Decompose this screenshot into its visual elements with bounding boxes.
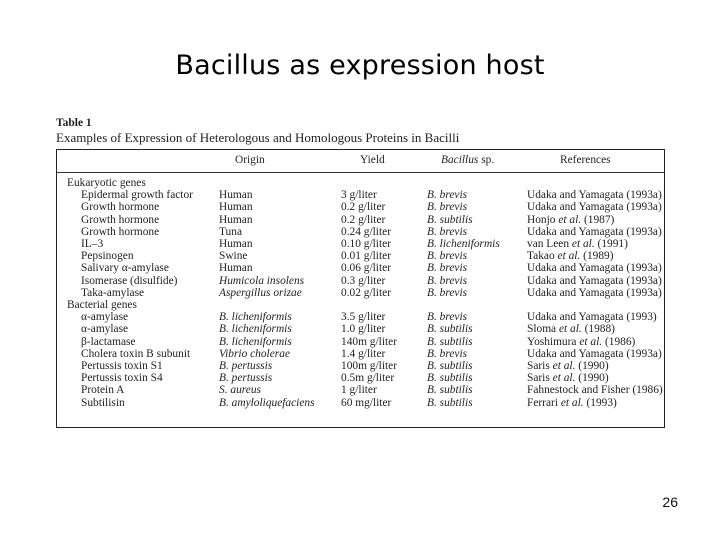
reference-et-al: et al. [552, 360, 576, 372]
origin-cell: B. licheniformis [219, 323, 292, 336]
data-table [56, 149, 665, 428]
host-cell: B. brevis [427, 250, 468, 263]
reference-author: Udaka and Yamagata (1993a) [527, 225, 662, 238]
group-header-row [57, 299, 664, 311]
table-row [57, 201, 664, 213]
reference-author: Saris [527, 360, 553, 372]
table-row [57, 275, 664, 287]
reference-cell [527, 201, 662, 213]
yield-cell: 3.5 g/liter [341, 311, 386, 324]
origin-cell: Human [219, 189, 253, 202]
table-caption [56, 117, 459, 146]
gene-cell: Subtilisin [81, 396, 125, 409]
origin-cell: B. licheniformis [219, 311, 292, 324]
reference-author: Udaka and Yamagata (1993a) [527, 286, 662, 299]
table-row [57, 336, 664, 348]
yield-cell: 1.4 g/liter [341, 347, 386, 360]
table-row [57, 372, 664, 384]
reference-year: (1990) [575, 360, 609, 372]
gene-cell: Cholera toxin B subunit [81, 347, 191, 360]
reference-cell [527, 372, 609, 384]
reference-cell [527, 336, 635, 348]
host-cell: B. subtilis [427, 396, 473, 409]
gene-cell: Salivary α-amylase [81, 262, 169, 275]
reference-author: Udaka and Yamagata (1993a) [527, 201, 662, 214]
gene-cell: Taka-amylase [81, 286, 145, 299]
origin-cell: Human [219, 238, 253, 250]
reference-et-al: et al. [557, 250, 581, 263]
origin-cell: Human [219, 201, 253, 214]
yield-cell: 3 g/liter [341, 189, 377, 202]
yield-cell: 0.02 g/liter [341, 286, 391, 299]
table-label: Table 1 [56, 117, 92, 129]
reference-cell [527, 250, 614, 262]
reference-cell [527, 384, 663, 396]
reference-et-al: et al. [558, 213, 582, 226]
origin-cell: Vibrio cholerae [219, 347, 290, 360]
reference-year: (1990) [575, 372, 609, 385]
host-cell: B. subtilis [427, 213, 473, 226]
gene-cell: β-lactamase [81, 335, 136, 348]
reference-year: (1993) [583, 396, 617, 409]
origin-cell: B. pertussis [219, 360, 273, 372]
origin-cell: Human [219, 213, 253, 226]
table-row [57, 262, 664, 274]
reference-et-al: et al. [558, 323, 582, 336]
table-row [57, 311, 664, 323]
gene-cell: IL–3 [81, 238, 104, 250]
reference-author: Takao [527, 250, 558, 263]
origin-cell: Swine [219, 250, 248, 263]
yield-cell: 0.06 g/liter [341, 262, 391, 275]
origin-cell: B. licheniformis [219, 335, 292, 348]
gene-cell: Protein A [81, 384, 125, 397]
reference-cell [527, 226, 662, 238]
reference-author: Saris [527, 372, 553, 385]
yield-cell: 0.2 g/liter [341, 213, 386, 226]
reference-cell [527, 238, 628, 250]
table-row [57, 238, 664, 250]
table-header-row [57, 150, 664, 173]
host-cell: B. brevis [427, 311, 468, 324]
header-references: References [560, 154, 611, 166]
host-cell: B. brevis [427, 201, 468, 214]
header-yield: Yield [360, 154, 385, 166]
table-row [57, 384, 664, 396]
slide-title: Bacillus as expression host [175, 50, 545, 81]
reference-author: Honjo [527, 213, 559, 226]
table-row [57, 397, 664, 409]
table-row [57, 287, 664, 299]
reference-cell [527, 214, 614, 226]
yield-cell: 0.24 g/liter [341, 225, 391, 238]
origin-cell: Human [219, 262, 253, 275]
yield-cell: 0.2 g/liter [341, 201, 386, 214]
gene-cell: Epidermal growth factor [81, 189, 193, 202]
gene-cell: α-amylase [81, 323, 129, 336]
origin-cell: Tuna [219, 225, 243, 238]
reference-year: (1989) [580, 250, 614, 263]
gene-cell: Growth hormone [81, 225, 160, 238]
reference-cell [527, 348, 662, 360]
host-cell: B. subtilis [427, 323, 473, 336]
table-row [57, 323, 664, 335]
host-cell: B. subtilis [427, 372, 473, 385]
table-row [57, 360, 664, 372]
reference-author: Fahnestock and Fisher (1986) [527, 384, 663, 397]
reference-et-al: et al. [560, 396, 584, 409]
reference-et-al: et al. [579, 335, 603, 348]
table-row [57, 226, 664, 238]
reference-cell [527, 397, 617, 409]
gene-cell: Growth hormone [81, 201, 160, 214]
reference-year: (1987) [581, 213, 615, 226]
reference-author: van Leen [527, 238, 572, 250]
gene-cell: Growth hormone [81, 213, 160, 226]
reference-cell [527, 287, 662, 299]
reference-author: Udaka and Yamagata (1993a) [527, 274, 662, 287]
header-bacillus-sp [441, 154, 494, 166]
reference-year: (1986) [602, 335, 636, 348]
yield-cell: 60 mg/liter [341, 396, 392, 409]
reference-cell [527, 262, 662, 274]
table-description: Examples of Expression of Heterologous and Homologous Proteins in Bacilli [56, 130, 460, 145]
origin-cell: B. pertussis [219, 372, 273, 385]
reference-cell [527, 189, 662, 201]
reference-author: Udaka and Yamagata (1993a) [527, 189, 662, 202]
host-cell: B. brevis [427, 225, 468, 238]
gene-cell: Isomerase (disulfide) [81, 274, 178, 287]
origin-cell: Humicola insolens [219, 274, 305, 287]
reference-year: (1991) [594, 238, 628, 250]
yield-cell: 1.0 g/liter [341, 323, 386, 336]
host-cell: B. brevis [427, 274, 468, 287]
host-cell: B. subtilis [427, 384, 473, 397]
gene-cell: Pepsinogen [81, 250, 134, 263]
table-row [57, 189, 664, 201]
reference-et-al: et al. [552, 372, 576, 385]
reference-author: Yoshimura [527, 335, 580, 348]
origin-cell: B. amyloliquefaciens [219, 396, 315, 409]
host-cell: B. brevis [427, 262, 468, 275]
reference-year: (1988) [581, 323, 615, 336]
host-cell: B. subtilis [427, 335, 473, 348]
reference-author: Ferrari [527, 396, 561, 409]
host-cell: B. brevis [427, 189, 468, 202]
gene-cell: Pertussis toxin S1 [81, 360, 163, 372]
reference-cell [527, 323, 615, 335]
reference-et-al: et al. [571, 238, 595, 250]
header-bacillus-italic: Bacillus [441, 154, 479, 166]
group-header-row [57, 177, 664, 189]
yield-cell: 140m g/liter [341, 335, 397, 348]
reference-author: Sloma [527, 323, 559, 336]
group-label: Bacterial genes [67, 299, 137, 311]
host-cell: B. brevis [427, 286, 468, 299]
reference-author: Udaka and Yamagata (1993a) [527, 262, 662, 275]
page-number: 26 [662, 494, 678, 510]
reference-author: Udaka and Yamagata (1993) [527, 311, 657, 324]
reference-cell [527, 360, 609, 372]
origin-cell: Aspergillus orizae [219, 286, 302, 299]
yield-cell: 1 g/liter [341, 384, 377, 397]
yield-cell: 0.3 g/liter [341, 274, 386, 287]
reference-cell [527, 275, 662, 287]
header-origin: Origin [235, 154, 265, 166]
host-cell: B. brevis [427, 347, 468, 360]
reference-author: Udaka and Yamagata (1993a) [527, 347, 662, 360]
header-sp: sp. [478, 154, 495, 166]
table-row [57, 214, 664, 226]
yield-cell: 100m g/liter [341, 360, 397, 372]
table-row [57, 348, 664, 360]
yield-cell: 0.5m g/liter [341, 372, 395, 385]
group-label: Eukaryotic genes [67, 177, 146, 189]
yield-cell: 0.01 g/liter [341, 250, 391, 263]
origin-cell: S. aureus [219, 384, 261, 397]
host-cell: B. licheniformis [427, 238, 500, 250]
gene-cell: Pertussis toxin S4 [81, 372, 163, 385]
table-row [57, 250, 664, 262]
yield-cell: 0.10 g/liter [341, 238, 391, 250]
reference-cell [527, 311, 657, 323]
gene-cell: α-amylase [81, 311, 129, 324]
host-cell: B. subtilis [427, 360, 473, 372]
